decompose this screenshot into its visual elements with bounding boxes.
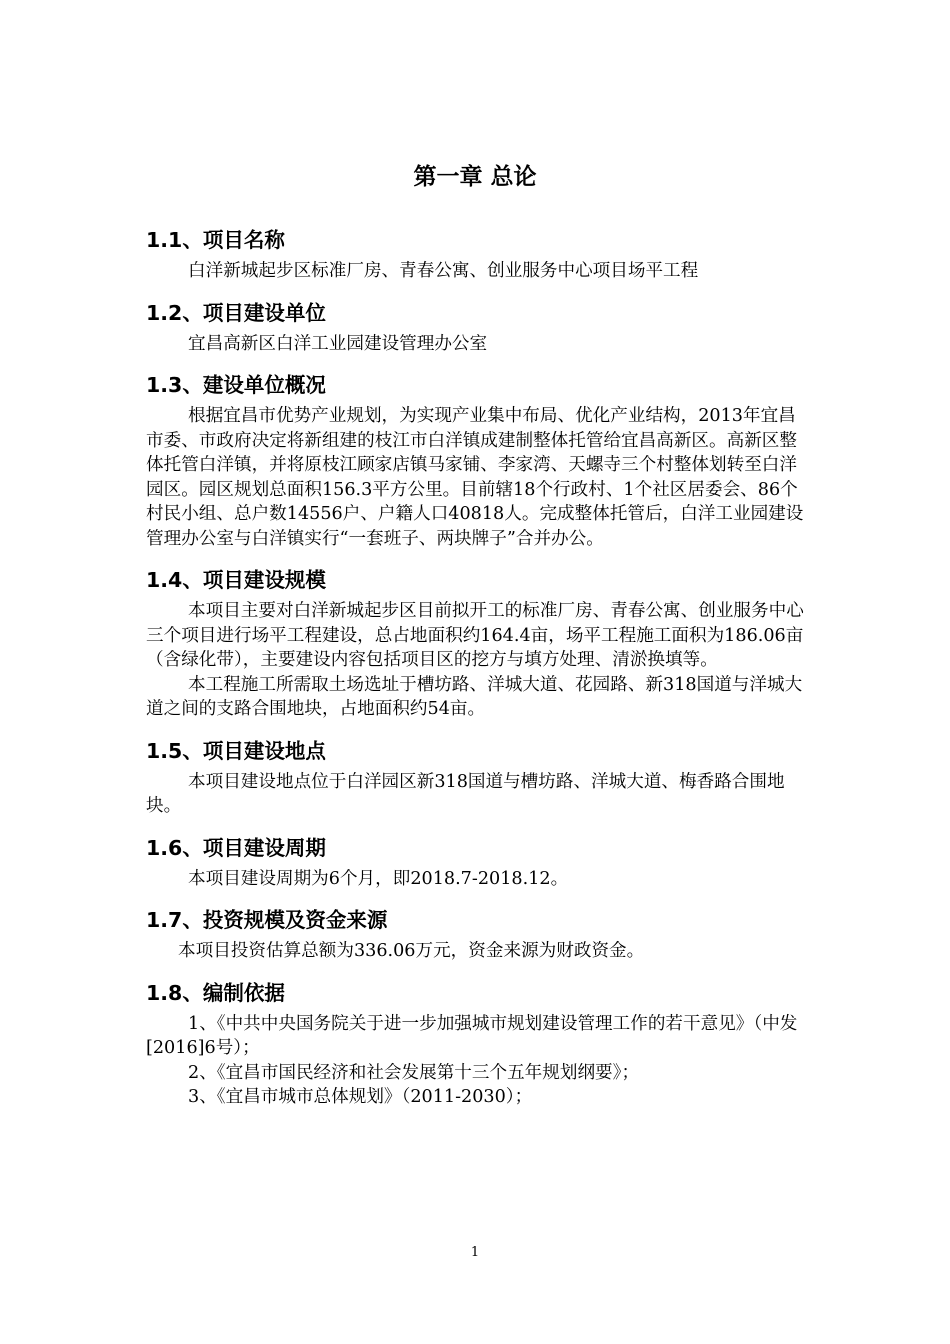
section-construction-period: [146, 831, 811, 892]
paragraph: 本工程施工所需取土场选址于槽坊路、洋城大道、花园路、新318国道与洋城大道之间的支路合围地块，占地面积约54亩。: [146, 674, 803, 719]
section-heading: 1.2、项目建设单位: [146, 300, 326, 325]
section-construction-scale: [146, 563, 811, 722]
document-body: [146, 223, 811, 1122]
chapter-title: 第一章 总论: [413, 164, 537, 190]
section-investment: [146, 903, 811, 964]
section-heading: 1.3、建设单位概况: [146, 373, 326, 397]
section-heading: 1.8、编制依据: [146, 980, 285, 1005]
section-heading: 1.1、项目名称: [146, 228, 285, 252]
section-heading: 1.4、项目建设规模: [146, 568, 326, 592]
section-construction-unit: [146, 296, 811, 357]
paragraph: 本项目投资估算总额为336.06万元，资金来源为财政资金。: [178, 941, 645, 961]
section-heading: 1.6、项目建设周期: [146, 835, 326, 860]
list-item: 1、《中共中央国务院关于进一步加强城市规划建设管理工作的若干意见》（中发[2016]6号）；: [146, 1013, 798, 1058]
paragraph: 白洋新城起步区标准厂房、青春公寓、创业服务中心项目场平工程: [188, 261, 699, 281]
section-project-name: [146, 223, 811, 284]
list-item: 3、《宜昌市城市总体规划》（2011-2030）；: [188, 1087, 533, 1107]
section-heading: 1.5、项目建设地点: [146, 738, 326, 763]
paragraph: 本项目建设地点位于白洋园区新318国道与槽坊路、洋城大道、梅香路合围地块。: [146, 771, 785, 816]
paragraph: 根据宜昌市优势产业规划，为实现产业集中布局、优化产业结构，2013年宜昌市委、市政府决定将新组建的枝江市白洋镇成建制整体托管给宜昌高新区。高新区整体托管白洋镇，并将原枝江顾家店镇马家铺、李家湾、天螺寺三个村整体划转至白洋园区。园区规划总面积156.3平方公里。目前辖18个行政村、1个社区居委会、86个村民小组、总户数14556户、户籍人口40818人。完成整体托管后，白洋工业园建设管理办公室与白洋镇实行“一套班子、两块牌子”合并办公。: [146, 406, 804, 549]
section-unit-overview: [146, 368, 811, 551]
section-construction-site: [146, 734, 811, 819]
paragraph: 宜昌高新区白洋工业园建设管理办公室: [188, 333, 488, 354]
paragraph: 本项目主要对白洋新城起步区目前拟开工的标准厂房、青春公寓、创业服务中心三个项目进行场平工程建设，总占地面积约164.4亩，场平工程施工面积为186.06亩（含绿化带），主要建设内容包括项目区的挖方与填方处理、清淤换填等。: [146, 601, 804, 670]
section-heading: 1.7、投资规模及资金来源: [146, 908, 388, 932]
page-number: 1: [470, 1245, 480, 1260]
list-item: 2、《宜昌市国民经济和社会发展第十三个五年规划纲要》；: [188, 1062, 640, 1083]
paragraph: 本项目建设周期为6个月，即2018.7-2018.12。: [188, 868, 569, 889]
section-basis: [146, 976, 811, 1110]
